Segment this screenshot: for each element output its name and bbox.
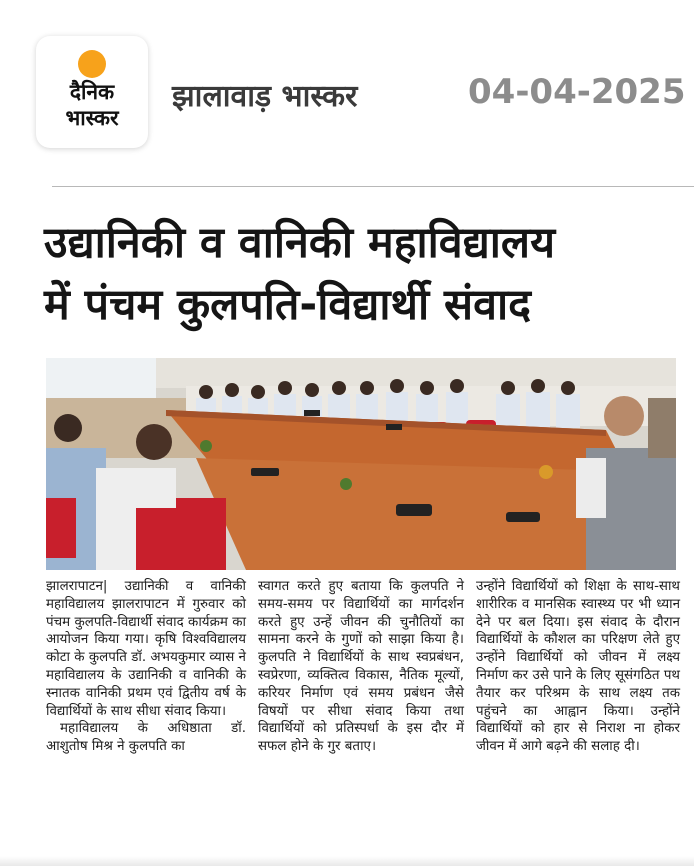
- article-column-3: [476, 578, 680, 756]
- edition-name: झालावाड़ भास्कर: [172, 79, 358, 114]
- article-paragraph: उन्होंने विद्यार्थियों को शिक्षा के साथ-साथ शारीरिक व मानसिक स्वास्थ्य पर भी ध्यान देने पर बल दिया। इस संवाद के दौरान विद्यार्थियों के कौशल का परिक्षण लेते हुए उन्होंने विद्यार्थियों को जीवन में लक्ष्य निर्माण कर उसे पाने के लिए सूसंगठित पथ तैयार कर परिश्रम के साथ लक्ष्य तक पहुंचने का आह्वान किया। उन्होंने विद्यार्थियों को हार से निराश ना होकर जीवन में आगे बढ़ने की सलाह दी।: [476, 579, 680, 755]
- publication-date: 04-04-2025: [468, 72, 686, 112]
- meeting-hall-photo: [46, 358, 676, 570]
- sun-logo-icon: [78, 50, 106, 78]
- article-paragraph: स्वागत करते हुए बताया कि कुलपति ने समय-समय पर विद्यार्थियों का मार्गदर्शन करते हुए उन्हें जीवन की चुनौतियों का सामना करने के गुणों को साझा किया है। कुलपति ने विद्यार्थियों के साथ स्वप्रबंधन, स्वप्रेरणा, व्यक्तित्व विकास, नैतिक मूल्यों, करियर निर्माण एवं समय प्रबंधन जैसे विषयों पर सीधा संवाद किया तथा विद्यार्थियों को प्रतिस्पर्धा के इस दौर में सफल होने के गुर बताए।: [258, 579, 464, 755]
- dainik-bhaskar-logo: [36, 36, 148, 148]
- article-column-1: [46, 578, 246, 756]
- article-headline: [44, 212, 684, 336]
- headline-line1: उद्यानिकी व वानिकी महाविद्यालय: [44, 218, 556, 268]
- page-bottom-edge: [0, 856, 694, 866]
- logo-text-line1: दैनिक: [69, 80, 115, 104]
- header-divider: [52, 186, 694, 187]
- headline-line2: में पंचम कुलपति-विद्यार्थी संवाद: [44, 280, 531, 330]
- article-column-2: [258, 578, 464, 756]
- article-paragraph: महाविद्यालय के अधिष्ठाता डॉ. आशुतोष मिश्र ने कुलपति का: [46, 721, 246, 755]
- logo-text-line2: भास्कर: [65, 106, 119, 130]
- article-paragraph: झालरापाटन| उद्यानिकी व वानिकी महाविद्यालय झालरापाटन में गुरुवार को पंचम कुलपति-विद्यार्थी संवाद कार्यक्रम का आयोजन किया गया। कृषि विश्वविद्यालय कोटा के कुलपति डॉ. अभयकुमार व्यास ने महाविद्यालय के उद्यानिकी व वानिकी के स्नातक वानिकी प्रथम एवं द्वितीय वर्ष के विद्यार्थियों के साथ सीधा संवाद किया।: [46, 579, 246, 719]
